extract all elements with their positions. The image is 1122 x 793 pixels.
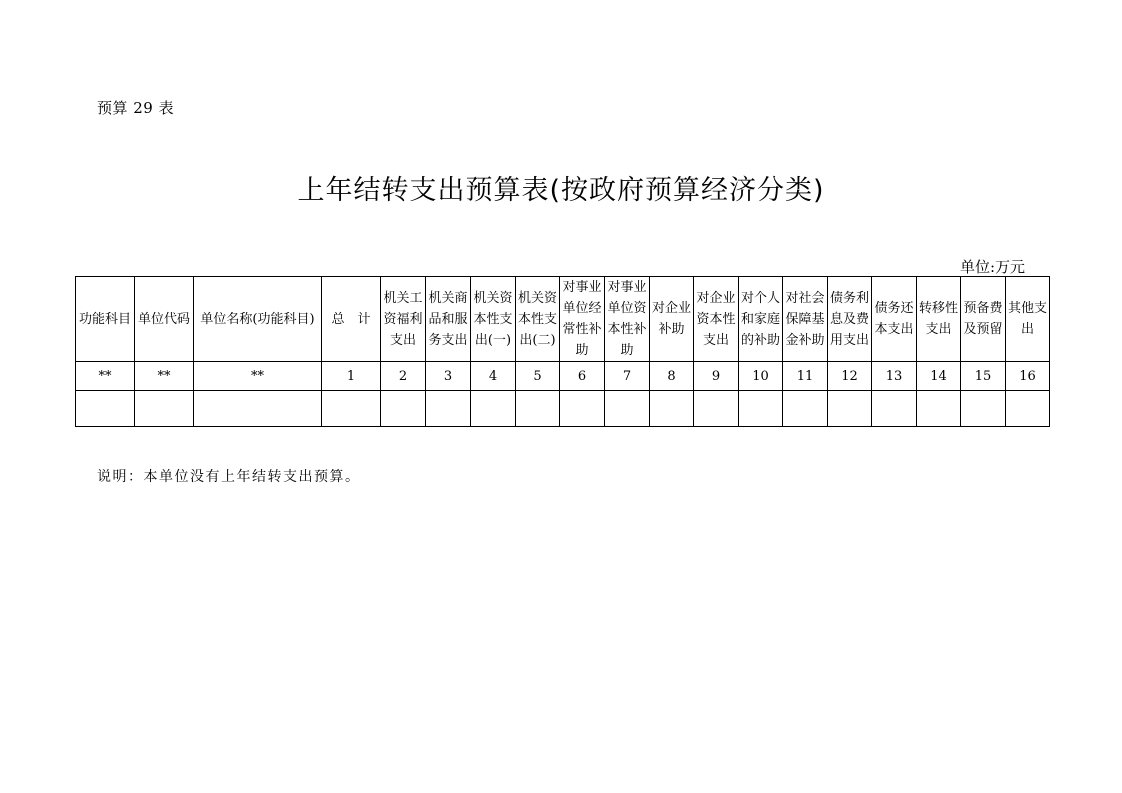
column-header-unit-code: 单位代码 bbox=[135, 277, 194, 362]
empty-cell bbox=[76, 391, 135, 427]
empty-cell bbox=[471, 391, 516, 427]
index-cell: 8 bbox=[650, 362, 694, 391]
column-header-col-4: 机关资本性支出(一) bbox=[471, 277, 516, 362]
empty-cell bbox=[322, 391, 381, 427]
column-header-col-3: 机关商品和服务支出 bbox=[426, 277, 471, 362]
index-cell: 12 bbox=[828, 362, 872, 391]
index-row bbox=[76, 362, 1050, 391]
index-cell: 4 bbox=[471, 362, 516, 391]
empty-cell bbox=[694, 391, 739, 427]
column-header-function-subject: 功能科目 bbox=[76, 277, 135, 362]
empty-cell bbox=[1006, 391, 1050, 427]
page-title: 上年结转支出预算表(按政府预算经济分类) bbox=[297, 175, 825, 206]
index-cell: 6 bbox=[560, 362, 605, 391]
column-header-col-8: 对企业补助 bbox=[650, 277, 694, 362]
column-header-total: 总 计 bbox=[322, 277, 381, 362]
column-header-col-10: 对个人和家庭的补助 bbox=[739, 277, 783, 362]
index-cell: 7 bbox=[605, 362, 650, 391]
index-cell: ** bbox=[194, 362, 322, 391]
empty-cell bbox=[828, 391, 872, 427]
empty-cell bbox=[516, 391, 560, 427]
index-cell: 5 bbox=[516, 362, 560, 391]
index-cell: 9 bbox=[694, 362, 739, 391]
column-header-col-12: 债务利息及费用支出 bbox=[828, 277, 872, 362]
index-cell: ** bbox=[135, 362, 194, 391]
index-cell: 13 bbox=[872, 362, 917, 391]
column-header-col-7: 对事业单位资本性补助 bbox=[605, 277, 650, 362]
empty-cell bbox=[917, 391, 961, 427]
index-cell: 2 bbox=[381, 362, 426, 391]
index-cell: 16 bbox=[1006, 362, 1050, 391]
column-header-unit-name: 单位名称(功能科目) bbox=[194, 277, 322, 362]
column-header-col-13: 债务还本支出 bbox=[872, 277, 917, 362]
empty-cell bbox=[872, 391, 917, 427]
unit-label: 单位:万元 bbox=[960, 258, 1026, 276]
empty-data-row bbox=[76, 391, 1050, 427]
column-header-col-16: 其他支出 bbox=[1006, 277, 1050, 362]
empty-cell bbox=[560, 391, 605, 427]
empty-cell bbox=[194, 391, 322, 427]
empty-cell bbox=[783, 391, 828, 427]
column-header-col-15: 预备费及预留 bbox=[961, 277, 1006, 362]
empty-cell bbox=[605, 391, 650, 427]
footnote: 说明：本单位没有上年结转支出预算。 bbox=[97, 469, 361, 485]
header-row bbox=[76, 277, 1050, 362]
empty-cell bbox=[381, 391, 426, 427]
index-cell: 14 bbox=[917, 362, 961, 391]
column-header-col-2: 机关工资福利支出 bbox=[381, 277, 426, 362]
empty-cell bbox=[739, 391, 783, 427]
budget-table bbox=[75, 276, 1050, 427]
index-cell: 15 bbox=[961, 362, 1006, 391]
empty-cell bbox=[961, 391, 1006, 427]
index-cell: 10 bbox=[739, 362, 783, 391]
column-header-col-5: 机关资本性支出(二) bbox=[516, 277, 560, 362]
index-cell: ** bbox=[76, 362, 135, 391]
index-cell: 1 bbox=[322, 362, 381, 391]
empty-cell bbox=[426, 391, 471, 427]
index-cell: 3 bbox=[426, 362, 471, 391]
column-header-col-6: 对事业单位经常性补助 bbox=[560, 277, 605, 362]
index-cell: 11 bbox=[783, 362, 828, 391]
empty-cell bbox=[135, 391, 194, 427]
empty-cell bbox=[650, 391, 694, 427]
column-header-col-11: 对社会保障基金补助 bbox=[783, 277, 828, 362]
table-code: 预算 29 表 bbox=[97, 99, 175, 117]
column-header-col-14: 转移性支出 bbox=[917, 277, 961, 362]
column-header-col-9: 对企业资本性支出 bbox=[694, 277, 739, 362]
